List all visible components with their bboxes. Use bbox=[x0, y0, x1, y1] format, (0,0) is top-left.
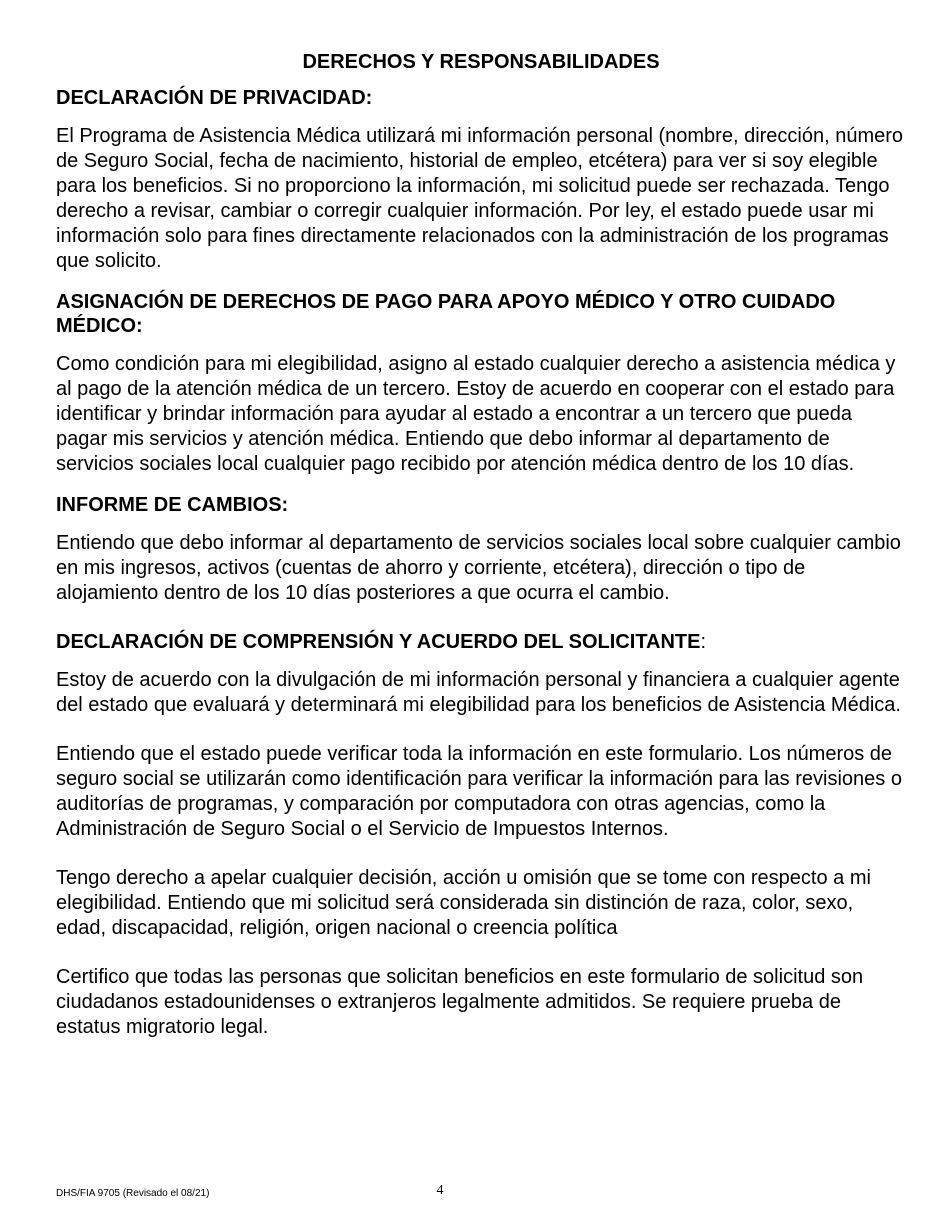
agreement-paragraph: Estoy de acuerdo con la divulgación de mi información personal y financiera a cualquier agente del estado que evaluará y determinará mi elegibilidad para los beneficios de Asistencia Médica. bbox=[56, 669, 901, 716]
document-page bbox=[56, 48, 906, 1056]
privacy-paragraph: El Programa de Asistencia Médica utilizará mi información personal (nombre, dirección, número de Seguro Social, fecha de nacimiento, historial de empleo, etcétera) para ver si soy elegible para los beneficios. Si no proporciono la información, mi solicitud puede ser rechazada. Tengo derecho a revisar, cambiar o corregir cualquier información. Por ley, el estado puede usar mi información solo para fines directamente relacionados con la administración de los programas que solicito. bbox=[56, 125, 904, 272]
assignment-paragraph: Como condición para mi elegibilidad, asigno al estado cualquier derecho a asistencia médica y al pago de la atención médica de un tercero. Estoy de acuerdo en cooperar con el estado para identificar y brindar información para ayudar al estado a encontrar a un tercero que pueda pagar mis servicios y atención médica. Entiendo que debo informar al departamento de servicios sociales local cualquier pago recibido por atención médica dentro de los 10 días. bbox=[56, 353, 896, 475]
agreement-paragraph: Tengo derecho a apelar cualquier decisión, acción u omisión que se tome con respecto a mi elegibilidad. Entiendo que mi solicitud será considerada sin distinción de raza, color, sexo, edad, discapacidad, religión, origen nacional o creencia política bbox=[56, 867, 871, 939]
agreement-heading-colon: : bbox=[700, 631, 707, 653]
form-id: DHS/FIA 9705 (Revisado el 08/21) bbox=[56, 1188, 210, 1199]
privacy-heading: DECLARACIÓN DE PRIVACIDAD: bbox=[56, 87, 373, 109]
page-number: 4 bbox=[436, 1183, 444, 1198]
agreement-paragraph: Certifico que todas las personas que solicitan beneficios en este formulario de solicitud son ciudadanos estadounidenses o extranjeros legalmente admitidos. Se requiere prueba de estatus migratorio legal. bbox=[56, 966, 864, 1038]
page-title: DERECHOS Y RESPONSABILIDADES bbox=[302, 51, 660, 73]
assignment-heading: ASIGNACIÓN DE DERECHOS DE PAGO PARA APOYO MÉDICO Y OTRO CUIDADO MÉDICO: bbox=[56, 291, 836, 337]
agreement-heading bbox=[56, 630, 906, 654]
changes-heading: INFORME DE CAMBIOS: bbox=[56, 494, 289, 516]
changes-paragraph: Entiendo que debo informar al departamento de servicios sociales local sobre cualquier cambio en mis ingresos, activos (cuentas de ahorro y corriente, etcétera), dirección o tipo de alojamiento dentro de los 10 días posteriores a que ocurra el cambio. bbox=[56, 532, 901, 604]
agreement-paragraph: Entiendo que el estado puede verificar toda la información en este formulario. Los números de seguro social se utilizarán como identificación para verificar la información para las revisiones o auditorías de programas, y comparación por computadora con otras agencias, como la Administración de Seguro Social o el Servicio de Impuestos Internos. bbox=[56, 743, 902, 840]
agreement-heading-text: DECLARACIÓN DE COMPRENSIÓN Y ACUERDO DEL SOLICITANTE bbox=[56, 631, 701, 653]
